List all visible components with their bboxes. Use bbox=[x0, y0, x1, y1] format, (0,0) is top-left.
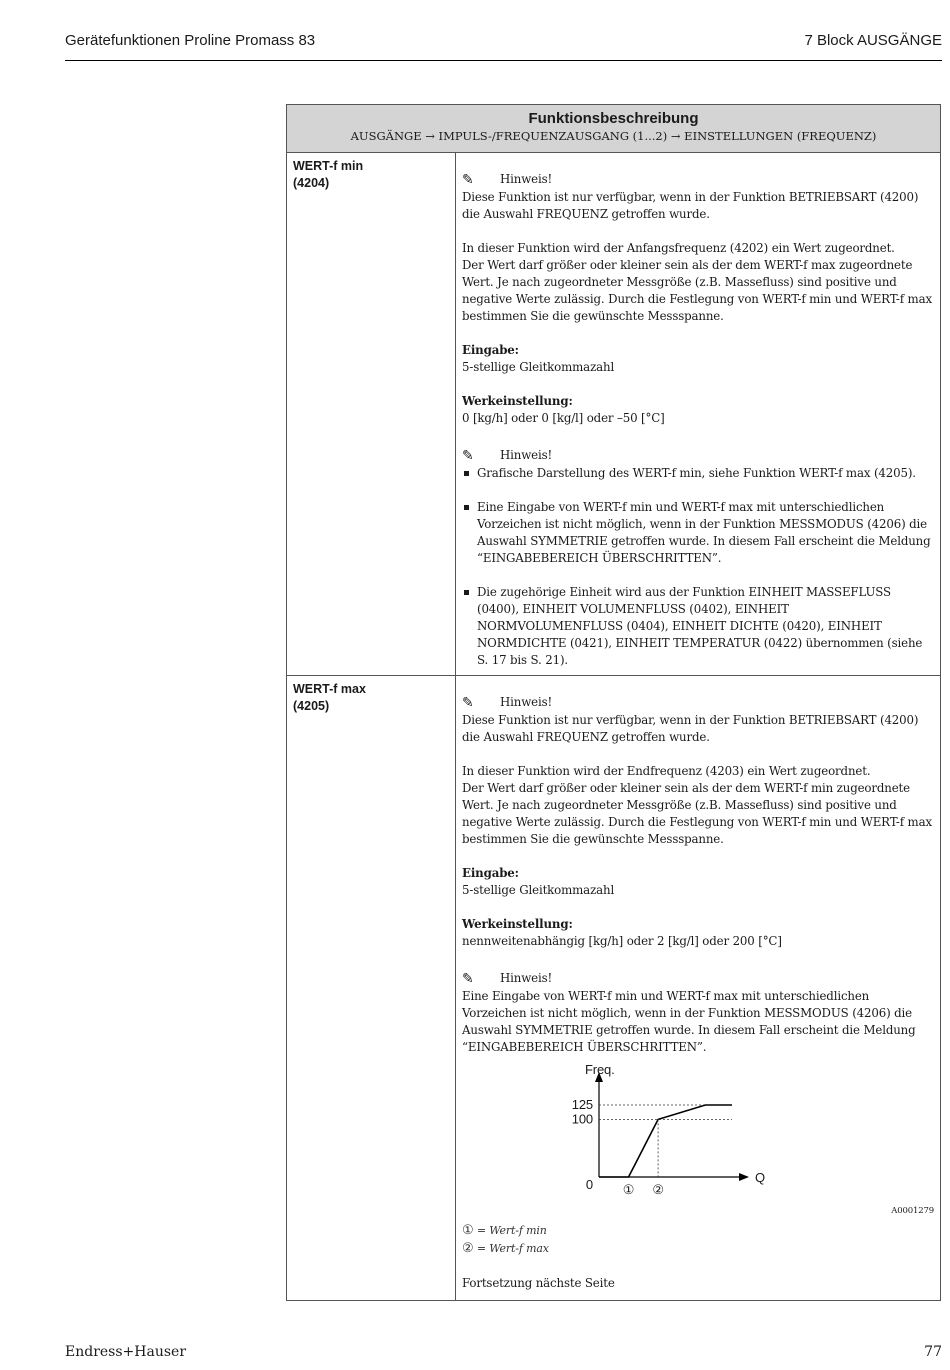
default-label: Werkeinstellung: bbox=[462, 917, 573, 931]
table-row-wert-f-max bbox=[287, 676, 940, 1300]
menu-path: AUSGÄNGE → IMPULS-/FREQUENZAUSGANG (1...2) → EINSTELLUNGEN (FREQUENZ) bbox=[350, 129, 877, 143]
page-number: 77 bbox=[924, 1344, 942, 1360]
y-tick-label: 100 bbox=[571, 1111, 593, 1127]
hint-text: Eine Eingabe von WERT-f min und WERT-f max mit unterschiedlichen Vorzeichen ist nicht möglich, wenn in der Funktion MESSMODUS (4206) die Auswahl SYMMETRIE getroffen wurde. In diesem Fall erscheint die Meldung “EINGABEBEREICH ÜBERSCHRITTEN”. bbox=[462, 989, 916, 1054]
list-item: Grafische Darstellung des WERT-f min, siehe Funktion WERT-f max (4205). bbox=[462, 465, 936, 482]
bullet-square-icon bbox=[464, 505, 469, 510]
series-line bbox=[599, 1105, 732, 1177]
legend-item: ② = Wert-f max bbox=[462, 1241, 549, 1256]
input-value: 5-stellige Gleitkommazahl bbox=[462, 883, 615, 897]
chart-svg bbox=[462, 1062, 942, 1212]
default-value: nennweitenabhängig [kg/h] oder 2 [kg/l] oder 200 [°C] bbox=[462, 934, 782, 948]
input-value: 5-stellige Gleitkommazahl bbox=[462, 360, 615, 374]
x-axis-arrow-icon bbox=[739, 1173, 749, 1181]
page-header bbox=[65, 32, 942, 61]
header-title: Gerätefunktionen Proline Promass 83 bbox=[65, 32, 316, 49]
pencil-note-icon: ✎ bbox=[462, 448, 474, 464]
footer-brand: Endress+Hauser bbox=[65, 1344, 187, 1360]
table-row-wert-f-min bbox=[287, 153, 940, 676]
function-name-cell bbox=[287, 153, 456, 675]
chart-legend bbox=[462, 1222, 936, 1258]
function-description-cell bbox=[456, 153, 940, 675]
hint-label: Hinweis! bbox=[500, 695, 553, 709]
table-title: Funktionsbeschreibung bbox=[528, 110, 699, 127]
x-marker-label: ① bbox=[622, 1182, 635, 1197]
x-marker-label: ② bbox=[652, 1182, 664, 1197]
function-name-cell bbox=[287, 676, 456, 1300]
pencil-note-icon: ✎ bbox=[462, 172, 474, 188]
pencil-note-icon: ✎ bbox=[462, 695, 474, 711]
hint-label: Hinweis! bbox=[500, 448, 553, 462]
y-axis-label: Freq. bbox=[585, 1062, 615, 1077]
hint-label: Hinweis! bbox=[500, 971, 553, 985]
function-name: WERT-f max bbox=[293, 682, 366, 696]
description-line: In dieser Funktion wird der Anfangsfrequenz (4202) ein Wert zugeordnet. bbox=[462, 241, 895, 255]
bullet-square-icon bbox=[464, 590, 469, 595]
list-item: Die zugehörige Einheit wird aus der Funktion EINHEIT MASSEFLUSS (0400), EINHEIT VOLUMENFLUSS (0402), EINHEIT NORMVOLUMENFLUSS (0404), EINHEIT DICHTE (0420), EINHEIT NORMDICHTE (0421), EINHEIT TEMPERATUR (0422) übernommen (siehe S. 17 bis S. 21). bbox=[462, 584, 936, 669]
function-name: WERT-f min bbox=[293, 159, 364, 173]
frequency-chart bbox=[462, 1062, 936, 1222]
table-header bbox=[287, 105, 940, 153]
figure-id: A0001279 bbox=[891, 1206, 934, 1216]
function-code: (4204) bbox=[293, 176, 330, 190]
hint-block-2 bbox=[462, 447, 936, 465]
y-tick-label: 0 bbox=[585, 1177, 593, 1192]
header-section: 7 Block AUSGÄNGE bbox=[804, 32, 942, 49]
hint-block bbox=[462, 171, 936, 189]
default-value: 0 [kg/h] oder 0 [kg/l] oder –50 [°C] bbox=[462, 411, 665, 425]
hint-block bbox=[462, 694, 936, 712]
pencil-note-icon: ✎ bbox=[462, 971, 474, 987]
x-axis-label: Q bbox=[755, 1170, 765, 1185]
hint-text: Diese Funktion ist nur verfügbar, wenn in der Funktion BETRIEBSART (4200) die Auswahl FREQUENZ getroffen wurde. bbox=[462, 190, 919, 221]
input-label: Eingabe: bbox=[462, 866, 519, 880]
continuation-note: Fortsetzung nächste Seite bbox=[462, 1276, 615, 1290]
description-paragraph: Der Wert darf größer oder kleiner sein als der dem WERT-f max zugeordnete Wert. Je nach zugeordneter Messgröße (z.B. Massefluss) sind positive und negative Werte zulässig. Durch die Festlegung von WERT-f min und WERT-f max bestimmen Sie die gewünschte Messspanne. bbox=[462, 258, 932, 323]
legend-item: ① = Wert-f min bbox=[462, 1223, 547, 1238]
hint-bullet-list bbox=[462, 465, 936, 669]
hint-label: Hinweis! bbox=[500, 172, 553, 186]
default-label: Werkeinstellung: bbox=[462, 394, 573, 408]
function-code: (4205) bbox=[293, 699, 330, 713]
description-line: In dieser Funktion wird der Endfrequenz (4203) ein Wert zugeordnet. bbox=[462, 764, 871, 778]
input-label: Eingabe: bbox=[462, 343, 519, 357]
function-table bbox=[286, 104, 941, 1301]
description-paragraph: Der Wert darf größer oder kleiner sein als der dem WERT-f min zugeordnete Wert. Je nach zugeordneter Messgröße (z.B. Massefluss) sind positive und negative Werte zulässig. Durch die Festlegung von WERT-f min und WERT-f max bestimmen Sie die gewünschte Messspanne. bbox=[462, 781, 932, 846]
list-item: Eine Eingabe von WERT-f min und WERT-f max mit unterschiedlichen Vorzeichen ist nicht möglich, wenn in der Funktion MESSMODUS (4206) die Auswahl SYMMETRIE getroffen wurde. In diesem Fall erscheint die Meldung “EINGABEBEREICH ÜBERSCHRITTEN”. bbox=[462, 499, 936, 567]
hint-text: Diese Funktion ist nur verfügbar, wenn in der Funktion BETRIEBSART (4200) die Auswahl FREQUENZ getroffen wurde. bbox=[462, 713, 919, 744]
hint-block-2 bbox=[462, 970, 936, 988]
bullet-square-icon bbox=[464, 471, 469, 476]
y-tick-label: 125 bbox=[571, 1097, 593, 1112]
function-description-cell bbox=[456, 676, 940, 1300]
